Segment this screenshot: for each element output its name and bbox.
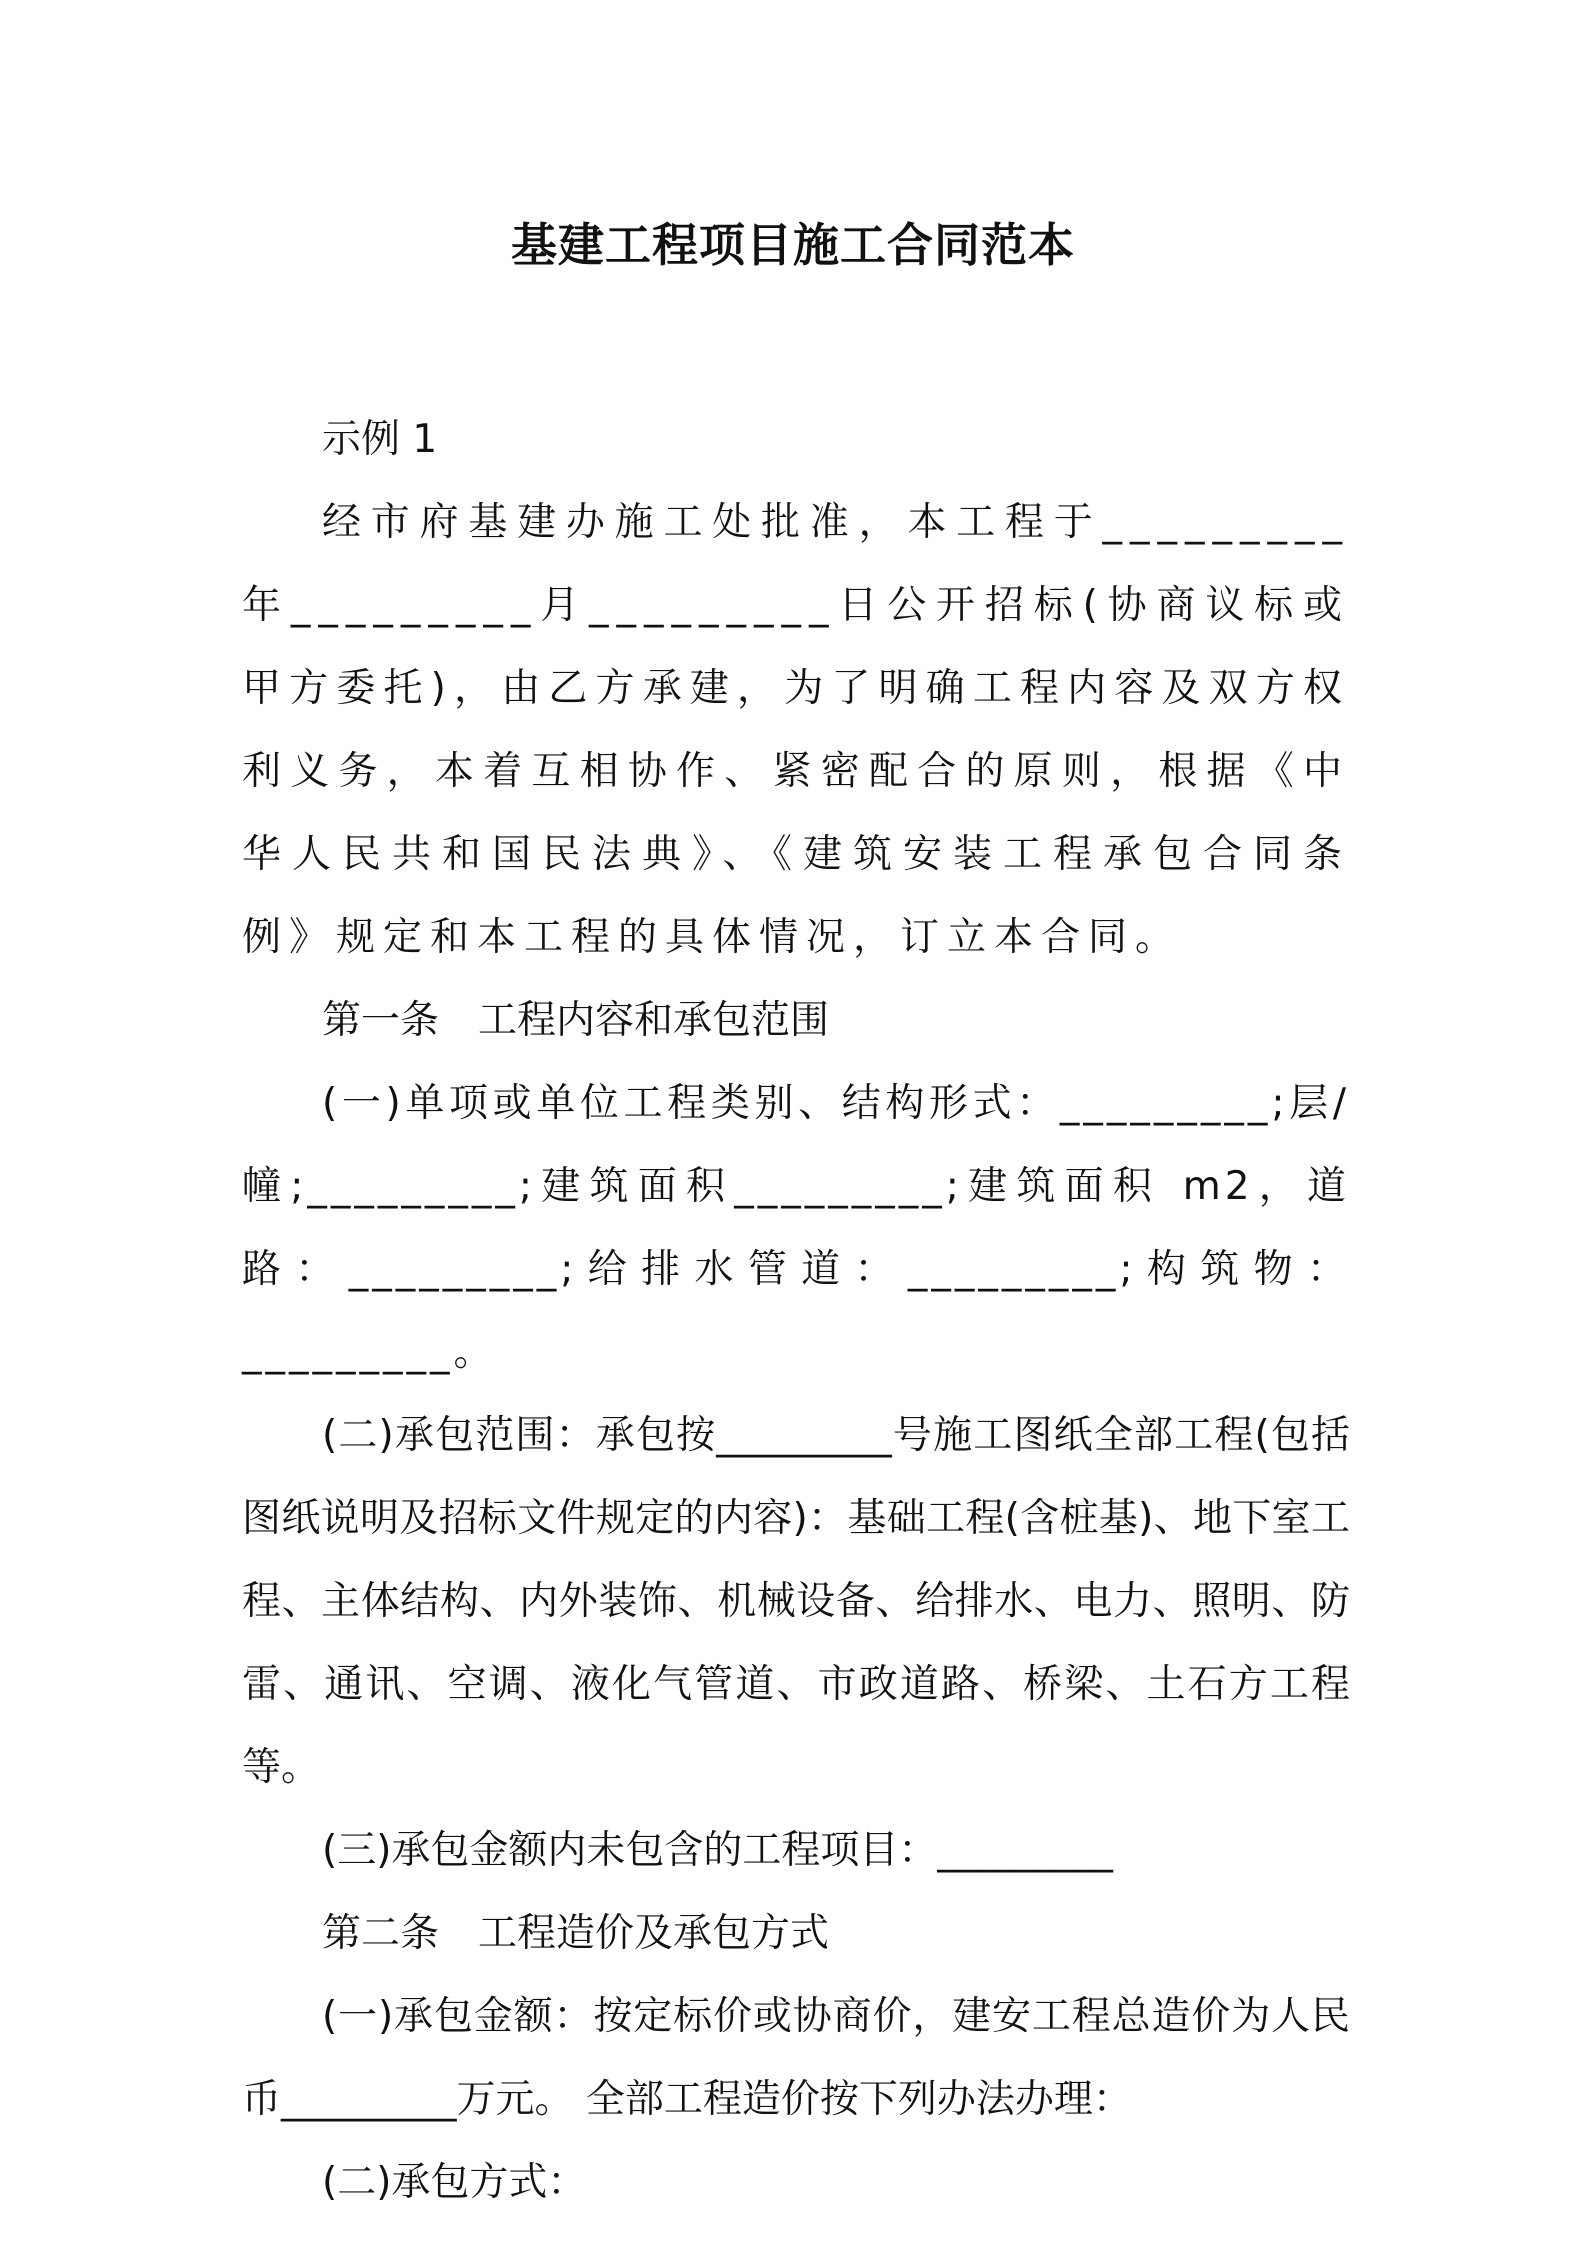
paragraph-example-label: 示例 1 [322,417,438,462]
page-title: 基建工程项目施工合同范本 [511,218,1075,272]
contract-body [242,398,1350,2224]
paragraph-preamble: 经市府基建办施工处批准，本工程于_________年_________月_________日公开招标(协商议标或甲方委托)，由乙方承建，为了明确工程内容及双方权利义务，本着互相协作、紧密配合的原则，根据《中华人民共和国民法典》、《建筑安装工程承包合同条例》规定和本工程的具体情况，订立本合同。 [242,500,1350,960]
paragraph-article-2-item-1: (一)承包金额：按定标价或协商价，建安工程总造价为人民币_________万元。 全部工程造价按下列办法办理： [242,1994,1350,2122]
paragraph-article-1-item-3: (三)承包金额内未包含的工程项目：_________ [322,1828,1113,1873]
heading-article-1: 第一条 工程内容和承包范围 [322,998,830,1043]
paragraph-article-1-item-2: (二)承包范围：承包按_________号施工图纸全部工程(包括图纸说明及招标文件规定的内容)：基础工程(含桩基)、地下室工程、主体结构、内外装饰、机械设备、给排水、电力、照明、防雷、通讯、空调、液化气管道、市政道路、桥梁、土石方工程等。 [242,1413,1350,1790]
paragraph-article-2-item-2: (二)承包方式： [322,2160,587,2205]
heading-article-2: 第二条 工程造价及承包方式 [322,1911,830,1956]
paragraph-article-1-item-1: (一)单项或单位工程类别、结构形式：_________;层/幢;_________;建筑面积_________;建筑面积 m2，道路：_________;给排水管道：_________;构筑物：_________。 [242,1081,1350,1375]
